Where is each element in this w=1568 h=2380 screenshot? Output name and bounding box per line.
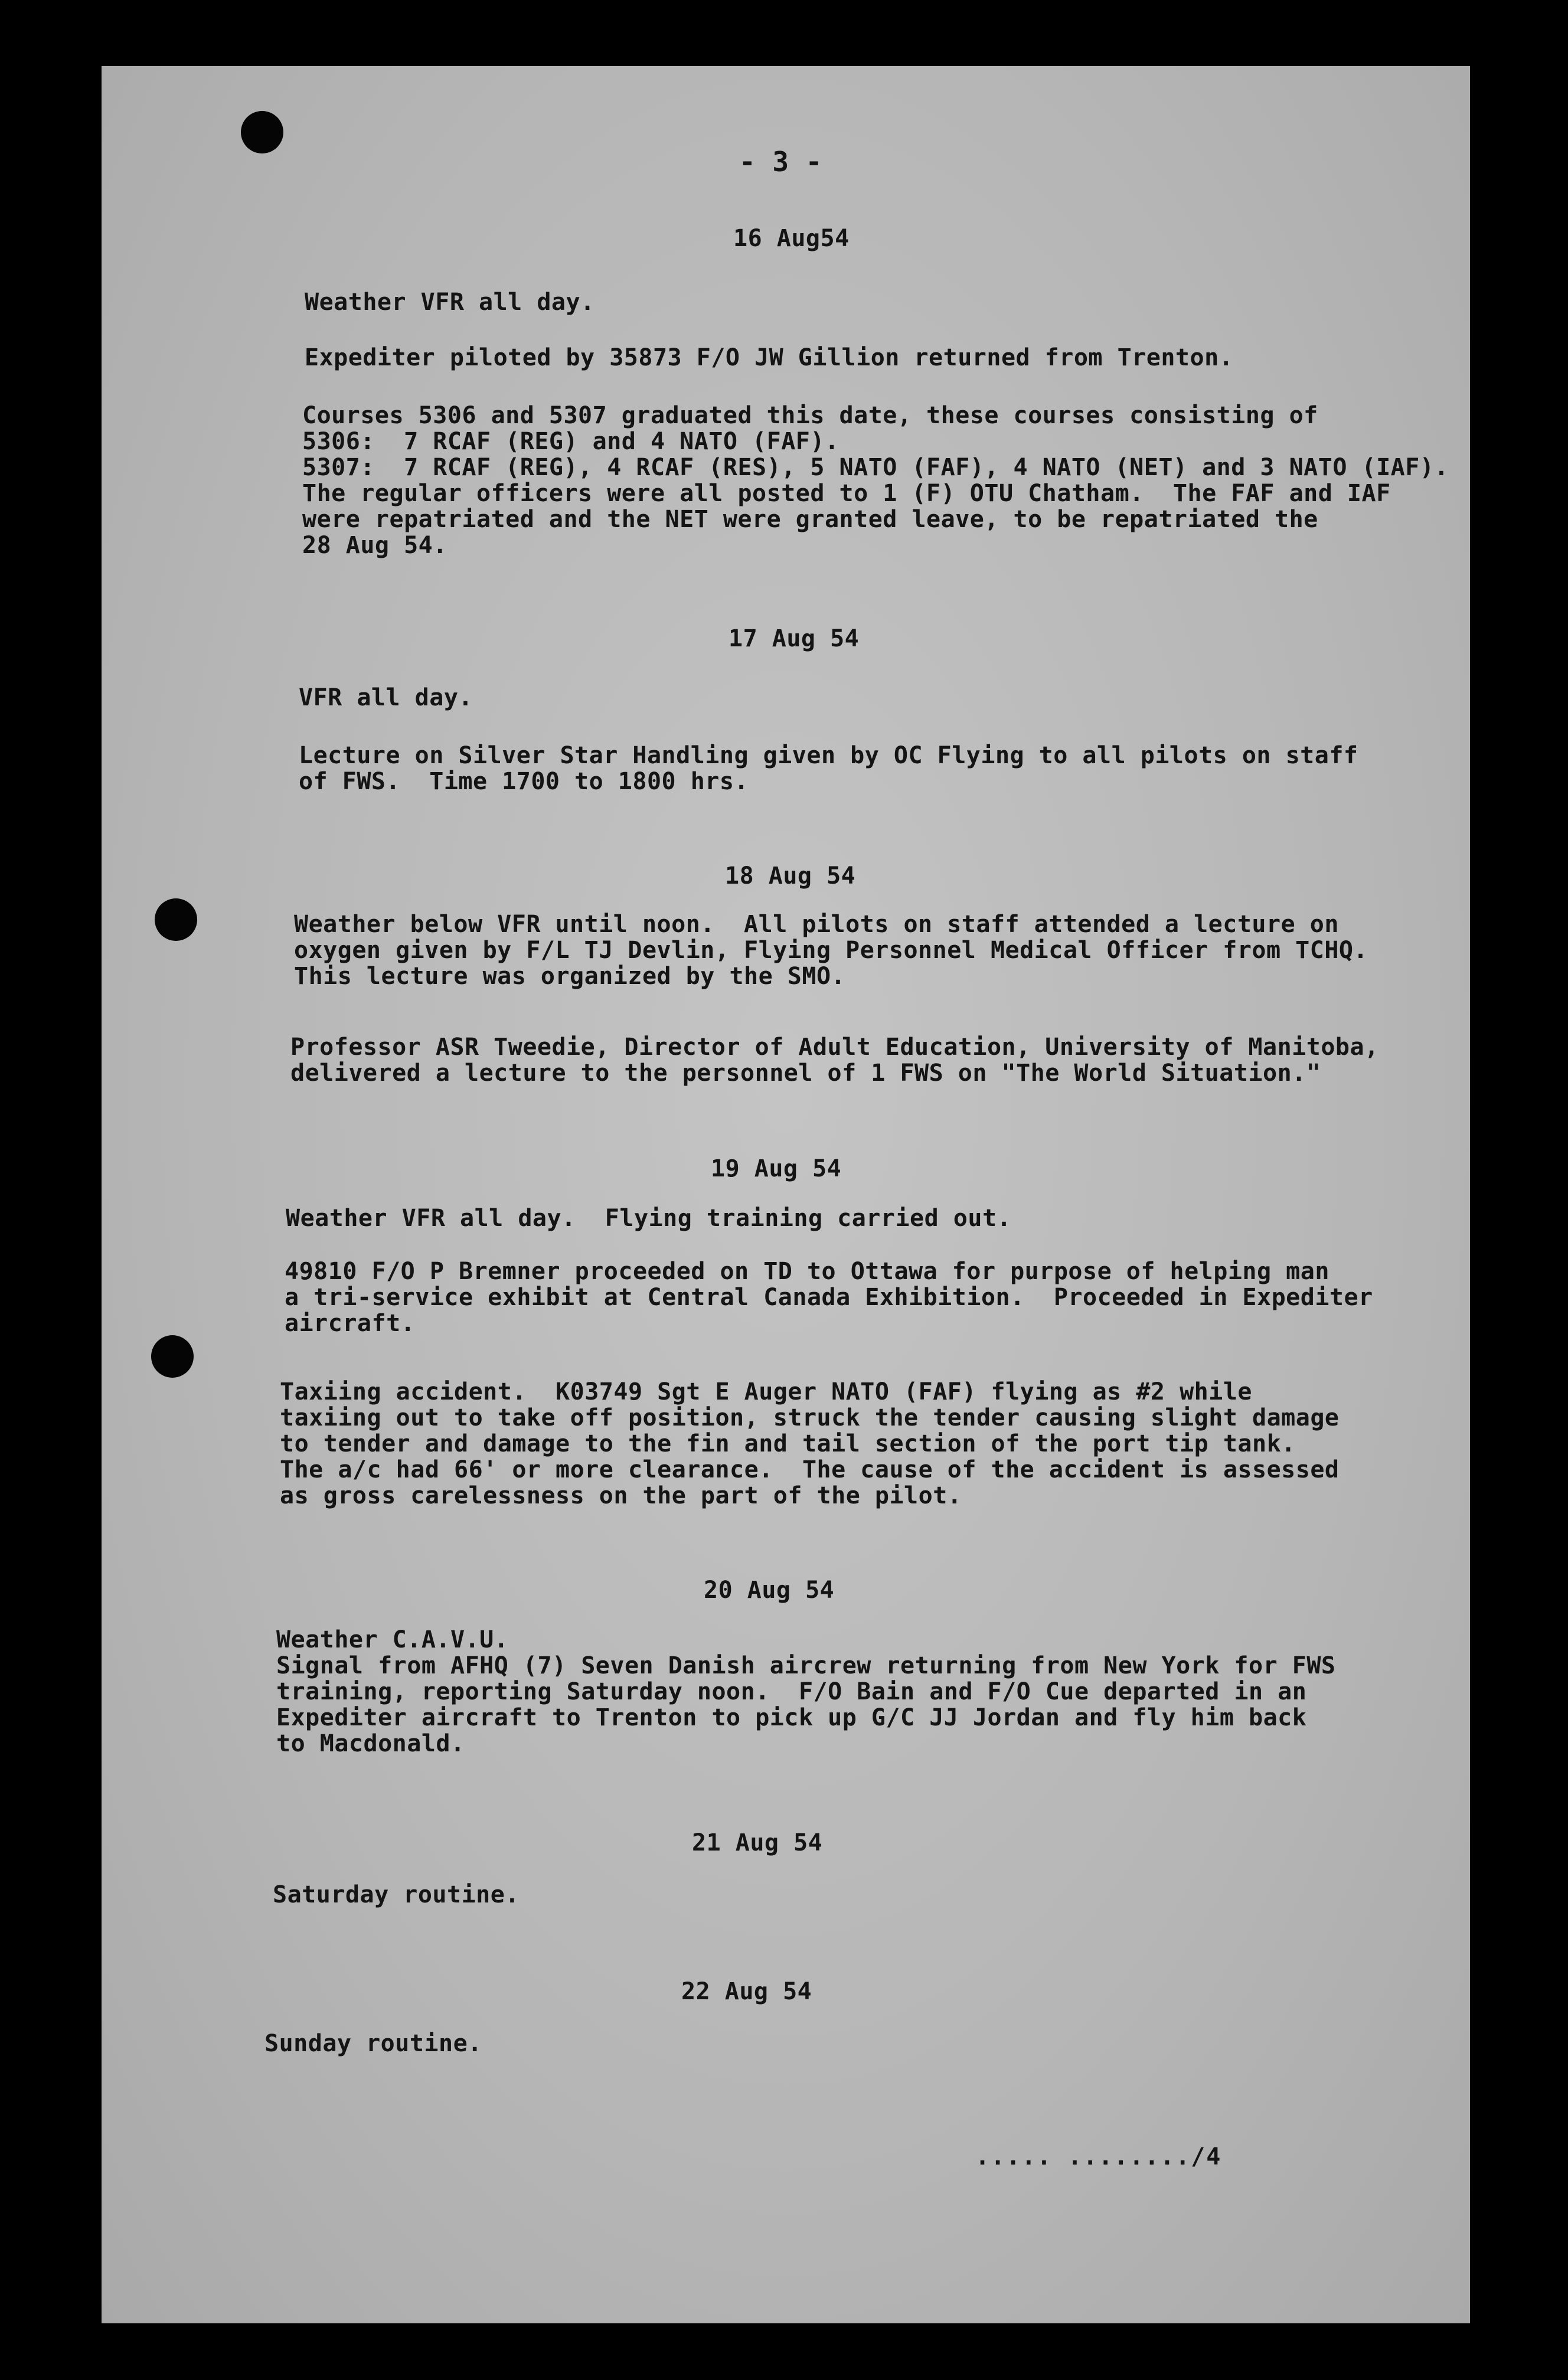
entry-date: 16 Aug54	[733, 225, 850, 252]
continuation-marker: ..... ......../4	[975, 2143, 1222, 2170]
entry-paragraph: Taxiing accident. K03749 Sgt E Auger NATO (FAF) flying as #2 while taxiing out to take off position, struck the tender causing slight damage to tender and damage to the fin and tail section of the port tip tank. The a/c had 66' or more clearance. The cause of the accident is assessed as gross carelessness on the part of the pilot.	[280, 1378, 1340, 1509]
entry-date: 18 Aug 54	[725, 862, 856, 890]
entry-paragraph: Weather VFR all day.	[305, 289, 595, 316]
entry-paragraph: Saturday routine.	[273, 1881, 520, 1908]
entry-paragraph: Professor ASR Tweedie, Director of Adult Education, University of Manitoba, delivered a lecture to the personnel of 1 FWS on "The World Situation."	[290, 1034, 1379, 1087]
punch-hole-middle	[155, 898, 197, 941]
entry-paragraph: Sunday routine.	[264, 2030, 482, 2057]
entry-paragraph: Expediter piloted by 35873 F/O JW Gillion returned from Trenton.	[305, 344, 1234, 371]
entry-date: 20 Aug 54	[704, 1577, 835, 1604]
entry-date: 21 Aug 54	[692, 1829, 823, 1856]
entry-paragraph: Weather below VFR until noon. All pilots on staff attended a lecture on oxygen given by F/L TJ Devlin, Flying Personnel Medical Officer from TCHQ. This lecture was organized by the SMO.	[294, 911, 1368, 990]
entry-date: 17 Aug 54	[729, 625, 860, 652]
page-number: - 3 -	[739, 146, 822, 178]
punch-hole-top	[241, 111, 283, 153]
punch-hole-lower	[151, 1335, 194, 1378]
entry-paragraph: 49810 F/O P Bremner proceeded on TD to Ottawa for purpose of helping man a tri-service exhibit at Central Canada Exhibition. Proceeded in Expediter aircraft.	[285, 1258, 1373, 1337]
entry-paragraph: VFR all day.	[299, 684, 473, 711]
entry-paragraph: Lecture on Silver Star Handling given by OC Flying to all pilots on staff of FWS. Time 1700 to 1800 hrs.	[299, 742, 1358, 795]
entry-paragraph: Courses 5306 and 5307 graduated this date, these courses consisting of 5306: 7 RCAF (REG) and 4 NATO (FAF). 5307: 7 RCAF (REG), 4 RCAF (RES), 5 NATO (FAF), 4 NATO (NET) and 3 NATO (IAF). The regular officers were all posted to 1 (F) OTU Chatham. The FAF and IAF were repatriated and the NET were granted leave, to be repatriated the 28 Aug 54.	[302, 402, 1449, 559]
entry-paragraph: Weather C.A.V.U. Signal from AFHQ (7) Seven Danish aircrew returning from New York for FWS training, reporting Saturday noon. F/O Bain and F/O Cue departed in an Expediter aircraft to Trenton to pick up G/C JJ Jordan and fly him back to Macdonald.	[276, 1626, 1336, 1757]
entry-date: 22 Aug 54	[681, 1978, 812, 2005]
entry-paragraph: Weather VFR all day. Flying training carried out.	[286, 1205, 1012, 1232]
document-page	[102, 66, 1470, 2323]
entry-date: 19 Aug 54	[711, 1155, 842, 1182]
